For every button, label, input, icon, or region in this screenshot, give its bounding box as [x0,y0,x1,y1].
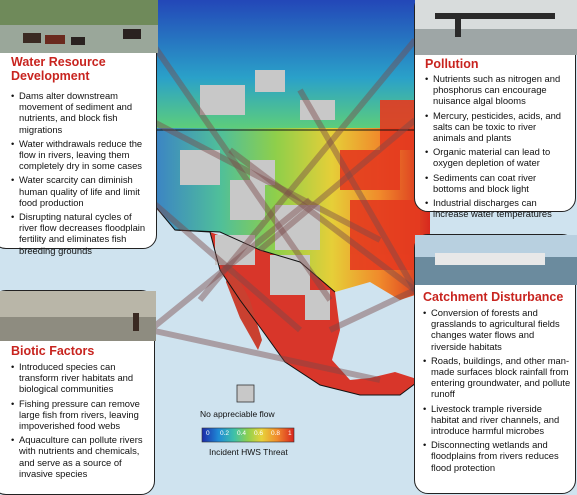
list-item: • Conversion of forests and grasslands to agricultural fields changes water flows and riverside habitats [431,307,571,352]
pollution-title: Pollution [425,57,479,71]
catchment-list [423,307,571,476]
biotic-list [11,361,150,482]
list-item: • Disrupting natural cycles of river flow decreases floodplain fertility and eliminates fish breeding grounds [19,211,152,256]
dam-photo [415,235,577,285]
water-resource-title [11,55,156,83]
list-item: • Fishing pressure can remove large fish from rivers, leaving impoverished food webs [19,398,150,432]
list-item: • Disconnecting wetlands and floodplains from rivers reduces flood protection [431,439,571,473]
water-resource-panel [0,0,157,256]
tick-1: 1 [288,430,292,437]
list-item: • Water withdrawals reduce the flow in rivers, leaving them completely dry in some cases [19,138,152,172]
list-item: • Water scarcity can diminish human quality of life and limit food production [19,174,152,208]
no-flow-label: No appreciable flow [200,409,275,419]
biotic-panel [0,290,155,495]
list-item: • Industrial discharges can increase water temperatures [433,197,571,219]
cattle-photo [0,0,158,53]
list-item: • Roads, buildings, and other man-made surfaces block rainfall from entering groundwater, and pollute runoff [431,355,571,400]
tick-08: 0.8 [271,430,281,437]
list-item: • Mercury, pesticides, acids, and salts can be toxic to river animals and plants [433,110,571,144]
water-resource-title-line2: Development [11,69,90,83]
water-resource-list [11,90,152,259]
list-item: • Introduced species can transform river habitats and biological communities [19,361,150,395]
tick-0: 0 [206,430,210,437]
list-item: • Nutrients such as nitrogen and phosphorus can encourage nuisance algal blooms [433,73,571,107]
list-item: • Aquaculture can pollute rivers with nutrients and chemicals, and serve as a source of invasive species [19,434,150,479]
scale-title: Incident HWS Threat [209,447,288,457]
list-item: • Organic material can lead to oxygen depletion of water [433,146,571,168]
pollution-panel [414,0,576,220]
tick-06: 0.6 [254,430,264,437]
tick-02: 0.2 [220,430,230,437]
list-item: • Dams alter downstream movement of sediment and nutrients, and block fish migrations [19,90,152,135]
catchment-panel [414,234,576,494]
water-resource-title-line1: Water Resource [11,55,106,69]
discharge-photo [415,0,577,55]
scale-ticks [202,429,294,441]
list-item: • Sediments can coat river bottoms and block light [433,172,571,194]
tick-04: 0.4 [237,430,247,437]
fishing-photo [0,291,156,341]
pollution-list [425,73,571,222]
list-item: • Livestock trample riverside habitat and river channels, and introduce harmful microbes [431,403,571,437]
biotic-title: Biotic Factors [11,344,95,358]
catchment-title: Catchment Disturbance [423,290,564,304]
